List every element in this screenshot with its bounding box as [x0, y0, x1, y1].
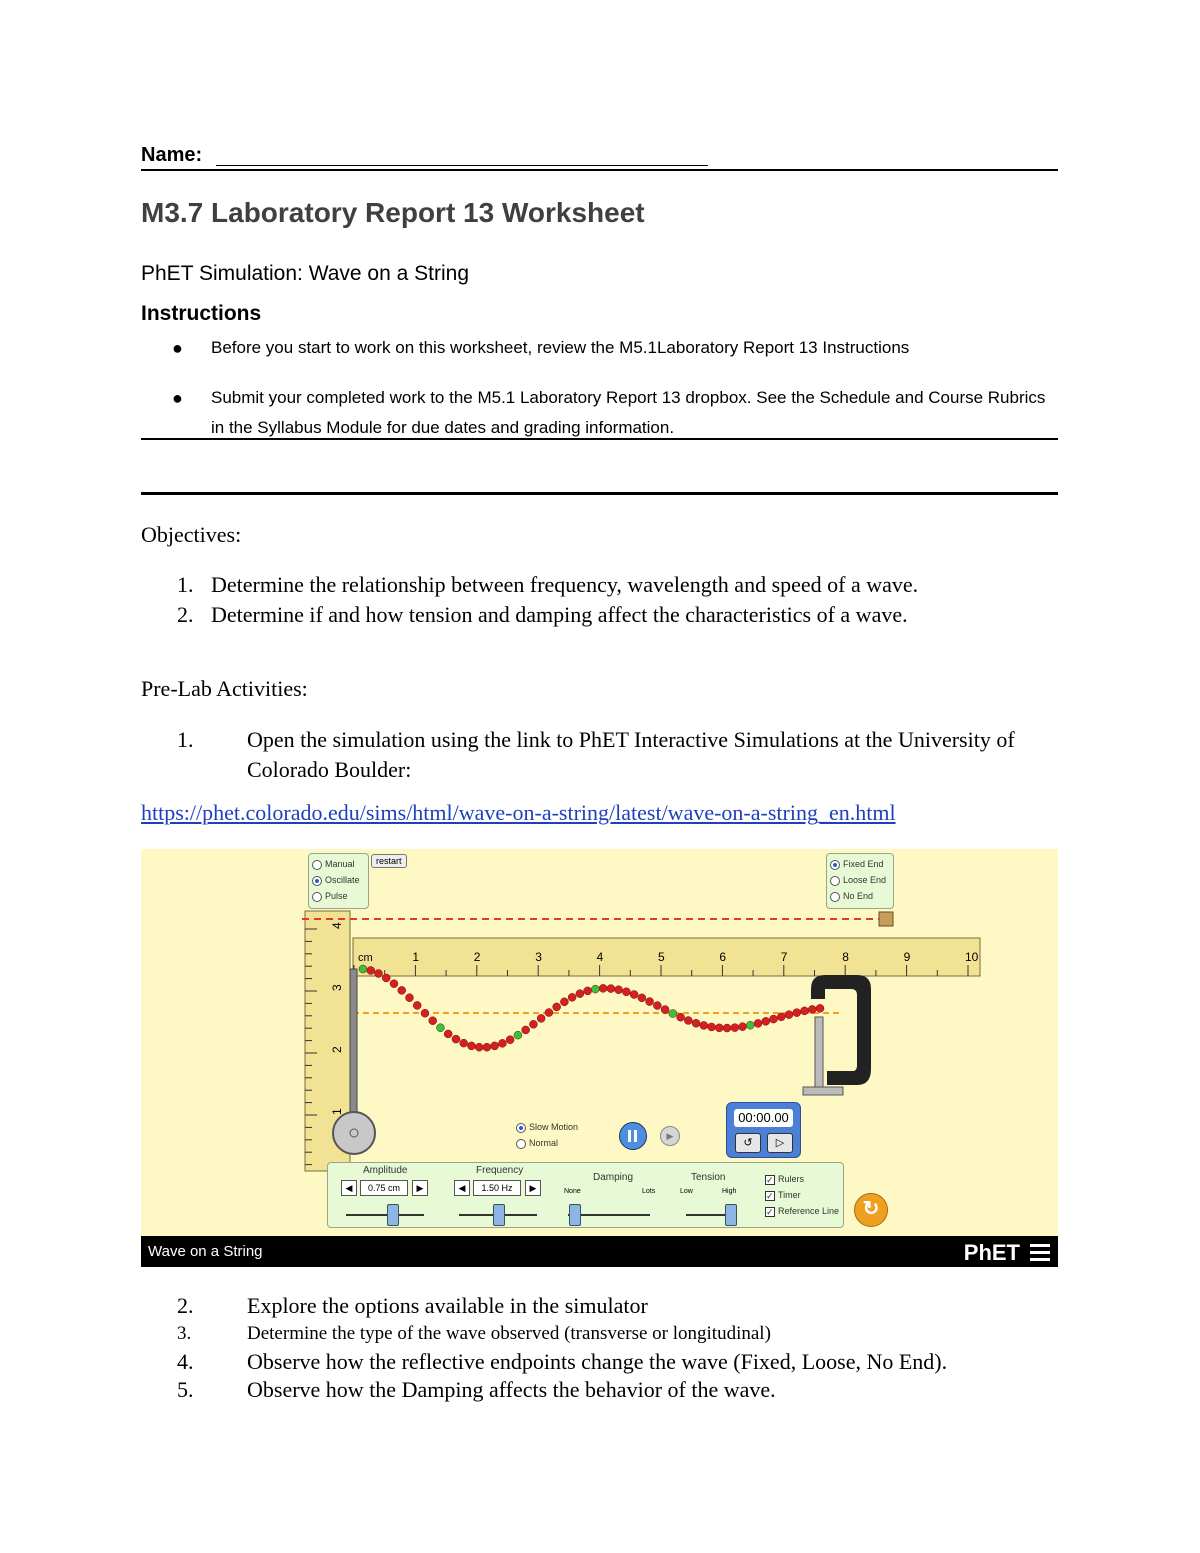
ruler-tick-label: 3 [535, 950, 542, 964]
tension-min-label: Low [680, 1188, 693, 1195]
vertical-tick-label: 4 [330, 922, 344, 929]
damping-max-label: Lots [642, 1188, 656, 1195]
list-number: 2. [177, 602, 194, 627]
mode-option-pulse[interactable] [312, 888, 365, 904]
instruction-item: Before you start to work on this worksheet, review the M5.1Laboratory Report 13 Instructions [211, 338, 910, 357]
string-bead [684, 1016, 692, 1024]
amplitude-slider-track [346, 1214, 424, 1216]
ruler-tick-label: 8 [842, 950, 849, 964]
oscillator-wheel [333, 1112, 375, 1154]
string-beads [359, 965, 824, 1051]
string-bead [808, 1005, 816, 1013]
string-bead [607, 985, 615, 993]
string-bead [801, 1007, 809, 1015]
string-bead [405, 994, 413, 1002]
ruler-tick-label: 6 [719, 950, 727, 964]
end-label: Loose End [843, 875, 887, 885]
radio-icon [516, 1139, 526, 1149]
rulers-checkbox[interactable] [765, 1171, 839, 1187]
mode-label: Oscillate [325, 875, 360, 885]
ruler-tick-label: 4 [596, 950, 604, 964]
string-bead [382, 974, 390, 982]
checkbox-label: Reference Line [778, 1206, 840, 1216]
mode-label: Pulse [325, 891, 348, 901]
string-bead [367, 966, 375, 974]
damping-label: Damping [593, 1172, 634, 1183]
ruler-tick-label: 9 [903, 950, 911, 964]
string-bead [700, 1021, 708, 1029]
tension-max-label: High [722, 1188, 737, 1195]
prelab-item: Open the simulation using the link to PhET Interactive Simulations at the University of Colorado Boulder: [247, 727, 1015, 782]
prelab-item: Observe how the reflective endpoints change the wave (Fixed, Loose, No End). [247, 1349, 948, 1374]
string-bead [615, 986, 623, 994]
subtitle: PhET Simulation: Wave on a String [141, 262, 469, 285]
checkbox-list [765, 1171, 839, 1219]
vertical-tick-label: 1 [330, 1108, 344, 1115]
objective-item: Determine the relationship between frequency, wavelength and speed of a wave. [211, 572, 919, 597]
divider [141, 492, 1058, 495]
ruler-tick-label: 10 [965, 950, 979, 964]
string-bead [646, 998, 654, 1006]
oscillator-post [350, 969, 357, 1129]
prelab-item: Determine the type of the wave observed (transverse or longitudinal) [247, 1323, 771, 1344]
stopwatch[interactable] [726, 1102, 801, 1158]
list-number: 1. [177, 727, 194, 752]
menu-icon[interactable] [1030, 1244, 1050, 1260]
timer-play-button[interactable]: ▷ [767, 1133, 793, 1153]
string-bead [584, 987, 592, 995]
checkbox-label: Rulers [778, 1174, 805, 1184]
frequency-label: Frequency [476, 1165, 524, 1176]
control-panel [327, 1162, 844, 1228]
radio-icon [830, 876, 840, 886]
mode-option-oscillate[interactable] [312, 872, 365, 888]
string-bead [498, 1039, 506, 1047]
string-bead [398, 986, 406, 994]
speed-label: Slow Motion [529, 1122, 579, 1132]
radio-icon [312, 892, 322, 902]
string-bead [444, 1030, 452, 1038]
clamp-handle [803, 1087, 843, 1095]
list-number: 3. [177, 1323, 192, 1344]
prelab-item: Explore the options available in the simulator [247, 1293, 648, 1318]
reset-all-button[interactable]: ↻ [854, 1193, 888, 1227]
end-option-none[interactable] [830, 888, 890, 904]
ruler-tick-label: 5 [658, 950, 665, 964]
check-icon: ✓ [766, 1206, 774, 1217]
pause-button[interactable] [619, 1122, 647, 1150]
frequency-increase-button[interactable]: ▶ [525, 1180, 541, 1196]
damping-min-label: None [564, 1188, 581, 1195]
string-bead [816, 1004, 824, 1012]
instructions-heading: Instructions [141, 302, 262, 325]
string-bead [723, 1024, 731, 1032]
objective-item: Determine if and how tension and damping affect the characteristics of a wave. [211, 602, 908, 627]
string-bead [677, 1013, 685, 1021]
string-bead [568, 993, 576, 1001]
string-bead [452, 1035, 460, 1043]
string-bead [467, 1042, 475, 1050]
marker-bead [436, 1024, 444, 1032]
speed-label: Normal [529, 1138, 559, 1148]
mode-panel [308, 853, 369, 909]
end-option-loose[interactable] [830, 872, 890, 888]
string-bead [653, 1002, 661, 1010]
list-number: 1. [177, 572, 194, 597]
end-panel [826, 853, 894, 909]
amplitude-label: Amplitude [363, 1165, 408, 1176]
checkbox-label: Timer [778, 1190, 801, 1200]
string-bead [785, 1011, 793, 1019]
prelab-item: Observe how the Damping affects the behavior of the wave. [247, 1377, 776, 1402]
bullet-icon: ● [172, 388, 183, 408]
marker-bead [591, 985, 599, 993]
simulation-screenshot [141, 849, 1058, 1267]
list-number: 4. [177, 1349, 194, 1374]
string-bead [754, 1019, 762, 1027]
reference-line-handle [879, 912, 893, 926]
string-bead [708, 1023, 716, 1031]
page-title: M3.7 Laboratory Report 13 Worksheet [141, 197, 645, 228]
timer-checkbox[interactable] [765, 1187, 839, 1203]
string-bead [731, 1024, 739, 1032]
prelab-heading: Pre-Lab Activities: [141, 676, 308, 701]
string-bead [460, 1039, 468, 1047]
pause-icon [628, 1130, 631, 1142]
end-label: Fixed End [843, 859, 884, 869]
string-bead [537, 1014, 545, 1022]
string-bead [475, 1043, 483, 1051]
mode-option-manual[interactable] [312, 856, 365, 872]
amplitude-slider-thumb[interactable] [387, 1204, 399, 1226]
timer-readout: 00:00.00 [734, 1109, 793, 1127]
marker-bead [669, 1010, 677, 1018]
check-icon: ✓ [766, 1190, 774, 1201]
list-number: 2. [177, 1293, 194, 1318]
step-button[interactable]: ▶ [660, 1126, 680, 1146]
pause-icon [634, 1130, 637, 1142]
speed-panel [516, 1119, 578, 1151]
string-bead [483, 1043, 491, 1051]
ruler-tick-label: 7 [780, 950, 788, 964]
string-bead [522, 1026, 530, 1034]
simulation-title: Wave on a String [148, 1243, 263, 1260]
marker-bead [746, 1021, 754, 1029]
string-bead [506, 1036, 514, 1044]
string-bead [739, 1023, 747, 1031]
tension-slider-thumb[interactable] [725, 1204, 737, 1226]
name-blank-line[interactable] [216, 165, 708, 166]
string-bead [661, 1006, 669, 1014]
restart-button[interactable]: restart [371, 854, 407, 868]
speed-option-normal[interactable] [516, 1135, 578, 1151]
string-bead [390, 980, 398, 988]
objectives-heading: Objectives: [141, 522, 242, 547]
damping-slider-thumb[interactable] [569, 1204, 581, 1226]
amplitude-value[interactable]: 0.75 cm [360, 1180, 408, 1196]
string-bead [374, 970, 382, 978]
radio-selected-icon [830, 860, 840, 870]
horizontal-ruler [353, 938, 980, 976]
timer-reset-button[interactable]: ↺ [735, 1133, 761, 1153]
end-label: No End [843, 891, 874, 901]
string-bead [599, 984, 607, 992]
mode-label: Manual [325, 859, 355, 869]
ruler-unit-label: cm [358, 952, 373, 964]
string-bead [630, 991, 638, 999]
simulation-link[interactable]: https://phet.colorado.edu/sims/html/wave-on-a-string/latest/wave-on-a-string_en.html [141, 800, 896, 825]
clamp-screw [815, 1017, 823, 1087]
string-bead [762, 1017, 770, 1025]
marker-bead [359, 965, 367, 973]
frequency-value[interactable]: 1.50 Hz [473, 1180, 521, 1196]
tension-label: Tension [691, 1172, 726, 1183]
string-bead [793, 1009, 801, 1017]
radio-selected-icon [312, 876, 322, 886]
string-bead [622, 988, 630, 996]
vertical-tick-label: 2 [330, 1046, 344, 1053]
string-bead [560, 998, 568, 1006]
string-bead [576, 990, 584, 998]
reference-line-checkbox[interactable] [765, 1203, 839, 1219]
ruler-tick-label: 2 [473, 950, 481, 964]
string-bead [770, 1015, 778, 1023]
phet-logo: PhET [963, 1240, 1020, 1265]
divider [141, 438, 1058, 440]
end-option-fixed[interactable] [830, 856, 890, 872]
string-bead [545, 1009, 553, 1017]
ruler-tick-label: 1 [412, 950, 420, 964]
frequency-decrease-button[interactable]: ◀ [454, 1180, 470, 1196]
bullet-icon: ● [172, 338, 183, 358]
string-bead [638, 994, 646, 1002]
string-bead [529, 1020, 537, 1028]
amplitude-decrease-button[interactable]: ◀ [341, 1180, 357, 1196]
string-bead [692, 1019, 700, 1027]
check-icon: ✓ [766, 1174, 774, 1185]
string-bead [429, 1017, 437, 1025]
instruction-item: Submit your completed work to the M5.1 Laboratory Report 13 dropbox. See the Schedule and Course Rubrics in the Syllabus Module for due dates and grading information. [211, 388, 1046, 437]
string-bead [553, 1003, 561, 1011]
radio-icon [312, 860, 322, 870]
string-bead [777, 1013, 785, 1021]
marker-bead [514, 1031, 522, 1039]
frequency-slider-thumb[interactable] [493, 1204, 505, 1226]
radio-selected-icon [516, 1123, 526, 1133]
vertical-tick-label: 3 [330, 984, 344, 991]
list-number: 5. [177, 1377, 194, 1402]
speed-option-slow[interactable] [516, 1119, 578, 1135]
radio-icon [830, 892, 840, 902]
string-bead [413, 1001, 421, 1009]
amplitude-increase-button[interactable]: ▶ [412, 1180, 428, 1196]
string-bead [715, 1024, 723, 1032]
string-bead [491, 1042, 499, 1050]
string-bead [421, 1009, 429, 1017]
name-label: Name: [141, 144, 203, 166]
name-rule [141, 141, 1058, 171]
simulation-navbar [141, 1236, 1058, 1267]
